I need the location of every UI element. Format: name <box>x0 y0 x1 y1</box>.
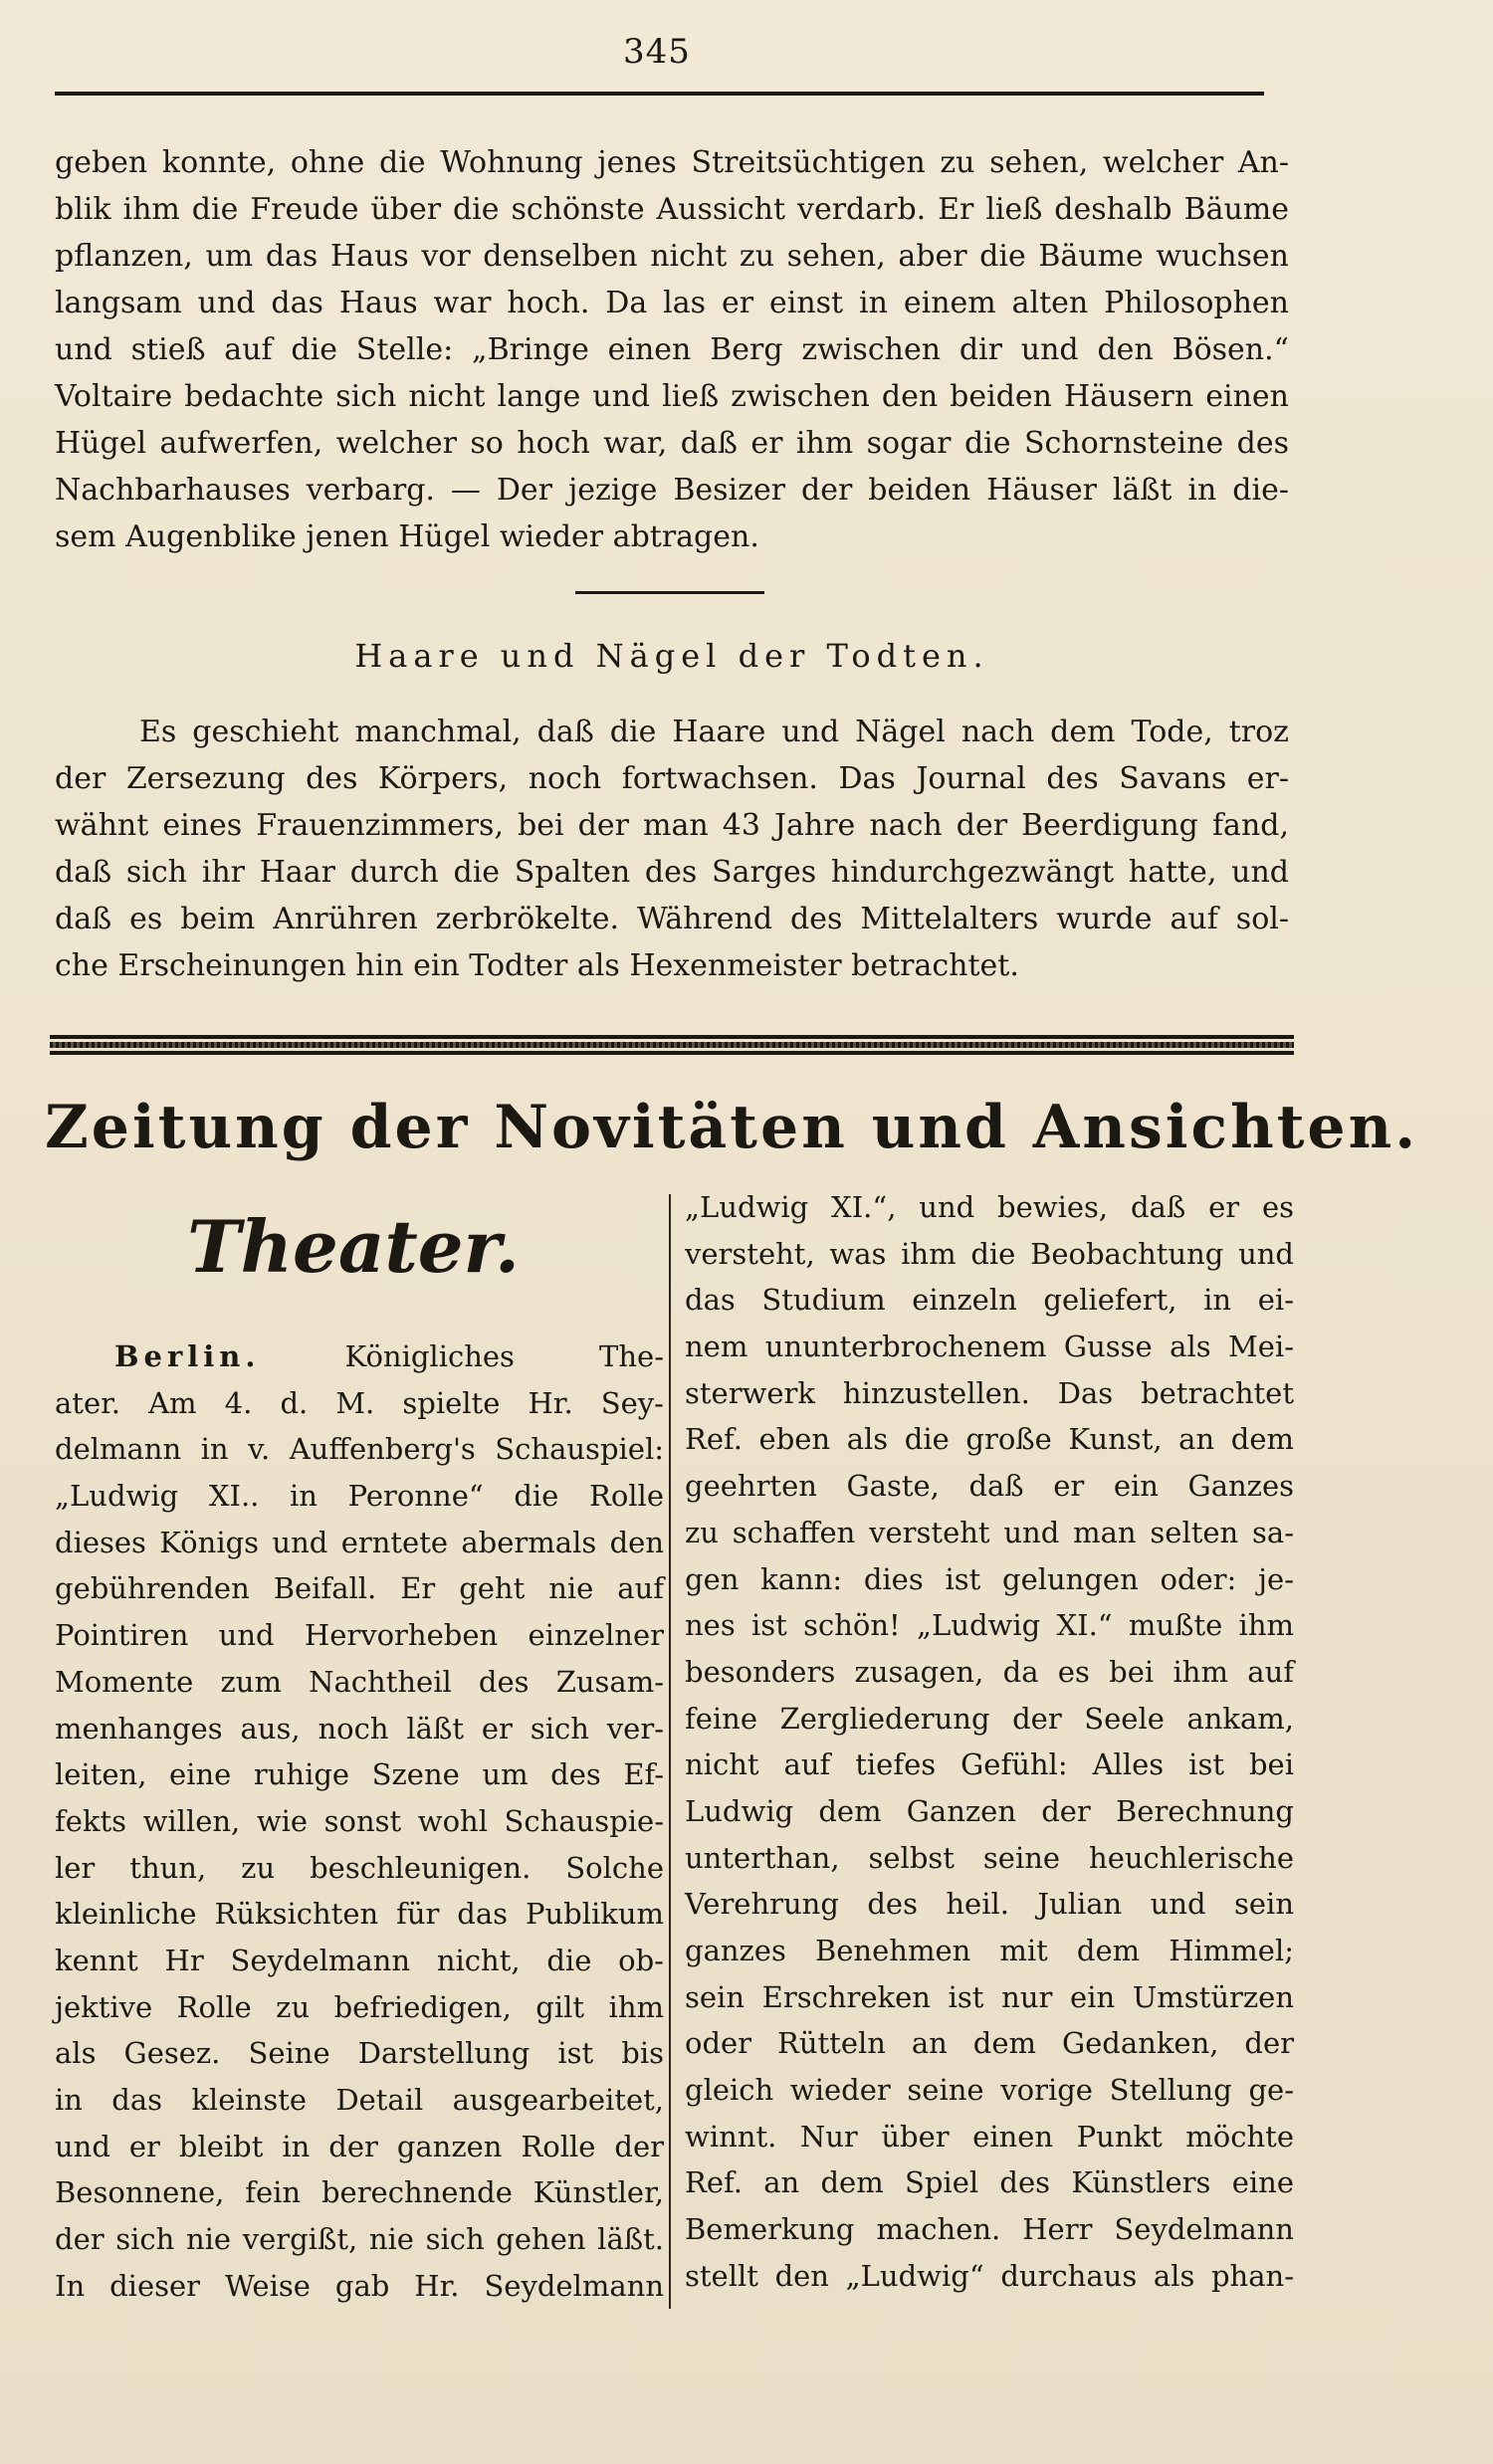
ornamental-rule <box>50 1035 1294 1055</box>
text-line: sem Augenblike jenen Hügel wieder abtragen. <box>55 519 759 554</box>
text-line: jektive Rolle zu befriedigen, gilt ihm <box>55 1989 664 2024</box>
text-line: „Ludwig XI.. in Peronne“ die Rolle <box>55 1479 664 1514</box>
dateline-rest: Königliches The- <box>260 1339 664 1373</box>
text-line: geben konnte, ohne die Wohnung jenes Streitsüchtigen zu sehen, welcher An- <box>55 145 1289 180</box>
text-line: geehrten Gaste, daß er ein Ganzes <box>685 1469 1294 1504</box>
text-line: besonders zusagen, da es bei ihm auf <box>685 1654 1294 1689</box>
text-line: als Gesez. Seine Darstellung ist bis <box>55 2036 664 2071</box>
masthead: Zeitung der Novitäten und Ansichten. <box>45 1093 1419 1162</box>
page-number: 345 <box>623 32 691 72</box>
dateline-city: Berlin. <box>114 1339 261 1373</box>
text-line: gebührenden Beifall. Er geht nie auf <box>55 1571 664 1606</box>
text-line: pflanzen, um das Haus vor denselben nicht zu sehen, aber die Bäume wuchsen <box>55 239 1289 274</box>
text-line: fekts willen, wie sonst wohl Schauspie- <box>55 1803 664 1838</box>
top-paragraph <box>55 139 1289 560</box>
text-line: zu schaffen versteht und man selten sa- <box>685 1515 1294 1549</box>
left-column <box>55 1334 664 2309</box>
text-line: nes ist schön! „Ludwig XI.“ mußte ihm <box>685 1608 1294 1643</box>
text-line: sein Erschreken ist nur ein Umstürzen <box>685 1979 1294 2014</box>
text-line: In dieser Weise gab Hr. Seydelmann <box>55 2268 664 2303</box>
text-line: Ref. eben als die große Kunst, an dem <box>685 1422 1294 1457</box>
section-separator <box>575 591 764 594</box>
text-line: daß es beim Anrühren zerbrökelte. Während des Mittelalters wurde auf sol- <box>55 902 1289 936</box>
text-line: das Studium einzeln geliefert, in ei- <box>685 1283 1294 1318</box>
text-line: Ref. an dem Spiel des Künstlers eine <box>685 2165 1294 2200</box>
text-line: dieses Königs und erntete abermals den <box>55 1525 664 1559</box>
text-line: der Zersezung des Körpers, noch fortwachsen. Das Journal des Savans er- <box>55 761 1289 796</box>
text-line: menhanges aus, noch läßt er sich ver- <box>55 1711 664 1745</box>
text-line: unterthan, selbst seine heuchlerische <box>685 1840 1294 1875</box>
text-line: kleinliche Rüksichten für das Publikum <box>55 1897 664 1932</box>
text-line: nicht auf tiefes Gefühl: Alles ist bei <box>685 1747 1294 1782</box>
text-line: leiten, eine ruhige Szene um des Ef- <box>55 1757 664 1792</box>
text-line: Pointiren und Hervorheben einzelner <box>55 1618 664 1653</box>
header-rule <box>55 92 1264 96</box>
text-line: kennt Hr Seydelmann nicht, die ob- <box>55 1943 664 1977</box>
text-line: feine Zergliederung der Seele ankam, <box>685 1701 1294 1736</box>
text-line: Hügel aufwerfen, welcher so hoch war, daß er ihm sogar die Schornsteine des <box>55 426 1289 461</box>
text-line: Besonnene, fein berechnende Künstler, <box>55 2175 664 2210</box>
text-line: gen kann: dies ist gelungen oder: je- <box>685 1561 1294 1596</box>
text-line: der sich nie vergißt, nie sich gehen läßt. <box>55 2222 664 2257</box>
text-line: ganzes Benehmen mit dem Himmel; <box>685 1934 1294 1967</box>
text-line: oder Rütteln an dem Gedanken, der <box>685 2026 1294 2061</box>
text-line: Verehrung des heil. Julian und sein <box>685 1887 1294 1922</box>
text-line: stellt den „Ludwig“ durchaus als phan- <box>685 2258 1294 2293</box>
text-line: Ludwig dem Ganzen der Berechnung <box>685 1793 1294 1828</box>
text-line: nem ununterbrochenem Gusse als Mei- <box>685 1330 1294 1364</box>
text-line: sterwerk hinzustellen. Das betrachtet <box>685 1375 1294 1410</box>
text-line: Momente zum Nachtheil des Zusam- <box>55 1664 664 1699</box>
text-line <box>55 1334 664 1380</box>
text-line: langsam und das Haus war hoch. Da las er einst in einem alten Philosophen <box>55 286 1289 320</box>
right-column <box>685 1184 1294 2300</box>
text-line: „Ludwig XI.“, und bewies, daß er es <box>685 1190 1294 1224</box>
section-heading: Haare und Nägel der Todten. <box>354 637 989 675</box>
text-line: gleich wieder seine vorige Stellung ge- <box>685 2073 1294 2108</box>
column-rule <box>669 1194 671 2309</box>
text-line: che Erscheinungen hin ein Todter als Hexenmeister betrachtet. <box>55 948 1019 983</box>
text-line: Nachbarhauses verbarg. — Der jezige Besizer der beiden Häuser läßt in die- <box>55 473 1289 508</box>
text-line: Es geschieht manchmal, daß die Haare und Nägel nach dem Tode, troz <box>139 715 1289 749</box>
text-line: Bemerkung machen. Herr Seydelmann <box>685 2212 1294 2247</box>
theater-title: Theater. <box>187 1204 520 1289</box>
text-line: in das kleinste Detail ausgearbeitet, <box>55 2083 664 2117</box>
text-line: delmann in v. Auffenberg's Schauspiel: <box>55 1432 664 1467</box>
text-line: versteht, was ihm die Beobachtung und <box>685 1236 1294 1271</box>
text-line: winnt. Nur über einen Punkt möchte <box>685 2119 1294 2154</box>
section-paragraph <box>55 709 1289 989</box>
text-line: ler thun, zu beschleunigen. Solche <box>55 1850 664 1885</box>
text-line: Voltaire bedachte sich nicht lange und ließ zwischen den beiden Häusern einen <box>55 379 1289 414</box>
text-line: und stieß auf die Stelle: „Bringe einen Berg zwischen dir und den Bösen.“ <box>55 332 1289 367</box>
text-line: wähnt eines Frauenzimmers, bei der man 43 Jahre nach der Beerdigung fand, <box>55 808 1289 843</box>
text-line: ater. Am 4. d. M. spielte Hr. Sey- <box>55 1385 664 1420</box>
text-line: und er bleibt in der ganzen Rolle der <box>55 2129 664 2163</box>
text-line: blik ihm die Freude über die schönste Aussicht verdarb. Er ließ deshalb Bäume <box>55 192 1289 227</box>
text-line: daß sich ihr Haar durch die Spalten des Sarges hindurchgezwängt hatte, und <box>55 855 1289 890</box>
